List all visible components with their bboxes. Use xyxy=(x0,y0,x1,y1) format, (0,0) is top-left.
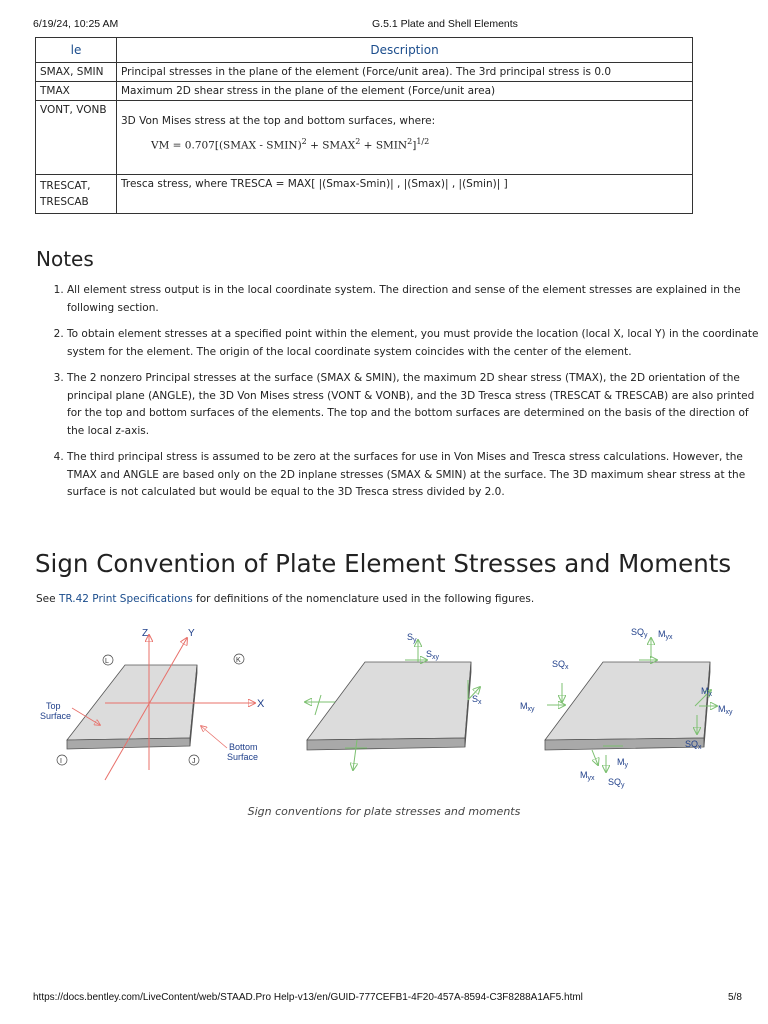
page-title: G.5.1 Plate and Shell Elements xyxy=(372,18,518,30)
plate-top-face xyxy=(307,662,471,740)
myx-bottom-arrow xyxy=(592,750,598,765)
table-header-description: Description xyxy=(117,38,693,63)
note-item: 3. The 2 nonzero Principal stresses at the surface (SMAX & SMIN), the maximum 2D shear stress (TMAX), the 2D orientation of the principal plane (ANGLE), the 3D Von Mises stress (VONT & VONB), and the 3D Tresca stress (TRESCAT & TRESCAB) are also printed for the top and bottom surfaces of the elements. The top and the bottom surfaces are determined on the basis of the direction of the local z-axis. xyxy=(67,370,759,440)
section-heading: Sign Convention of Plate Element Stresses and Moments xyxy=(35,549,732,578)
sy-label: $S_y$ xyxy=(407,632,417,644)
plate-front-edge xyxy=(545,738,704,750)
table-cell-description xyxy=(117,101,693,175)
reference-sentence: See TR.42 Print Specifications for definitions of the nomenclature used in the following figures. xyxy=(36,593,535,605)
table-row xyxy=(36,82,693,101)
table-header-row xyxy=(36,38,693,63)
table-row xyxy=(36,63,693,82)
table-row xyxy=(36,101,693,175)
plate-axes-diagram xyxy=(40,628,265,780)
sxy-left-arrow xyxy=(315,695,321,715)
top-surface-label-1: Top xyxy=(46,701,61,711)
figure-caption: Sign conventions for plate stresses and moments xyxy=(247,805,521,818)
myx-bottom-label: $M_{yx}$ xyxy=(580,770,595,782)
node-j-label: J xyxy=(192,758,196,765)
bottom-surface-label-1: Bottom xyxy=(229,742,258,752)
sqx-right-label: $SQ_x$ xyxy=(685,739,702,751)
plate-moment-diagram xyxy=(520,627,733,789)
bottom-surface-label-2: Surface xyxy=(227,752,259,762)
mxy-left-label: $M_{xy}$ xyxy=(520,701,535,713)
plate-front-edge xyxy=(307,738,465,750)
sx-label: $S_x$ xyxy=(472,694,482,706)
table-cell-description: Maximum 2D shear stress in the plane of the element (Force/unit area) xyxy=(117,82,693,101)
sxy-label: $S_{xy}$ xyxy=(426,649,440,661)
my-label: $M_y$ xyxy=(617,757,628,769)
mx-label: $M_x$ xyxy=(701,686,712,698)
y-axis-label: Y xyxy=(188,628,195,639)
table-cell-label: VONT, VONB xyxy=(36,101,117,175)
print-specifications-link[interactable]: TR.42 Print Specifications xyxy=(58,593,193,605)
sign-convention-diagram xyxy=(35,620,735,795)
node-k-label: K xyxy=(236,657,241,664)
page-number: 5/8 xyxy=(728,992,742,1003)
page-url: https://docs.bentley.com/LiveContent/web/STAAD.Pro Help-v13/en/GUID-777CEFB1-4F20-457A-8594-C3F8288A1AF5.html xyxy=(33,992,583,1003)
node-i-marker xyxy=(57,755,67,765)
sqy-top-label: $SQ_y$ xyxy=(631,627,648,639)
sqy-bottom-label: $SQ_y$ xyxy=(608,777,625,789)
table-cell-description: Principal stresses in the plane of the element (Force/unit area). The 3rd principal stress is 0.0 xyxy=(117,63,693,82)
plate-stress-diagram xyxy=(305,632,482,770)
x-axis-label: X xyxy=(257,698,265,710)
notes-heading: Notes xyxy=(36,247,94,271)
table-cell-label: SMAX, SMIN xyxy=(36,63,117,82)
top-surface-label-2: Surface xyxy=(40,711,72,721)
z-axis-label: Z xyxy=(142,628,149,639)
node-i-label: I xyxy=(60,758,62,765)
stress-output-table xyxy=(35,37,693,214)
table-cell-description: Tresca stress, where TRESCA = MAX[ |(Smax-Smin)| , |(Smax)| , |(Smin)| ] xyxy=(117,175,693,214)
note-item: 1. All element stress output is in the local coordinate system. The direction and sense of the element stresses are explained in the following section. xyxy=(67,282,759,317)
bottom-surface-pointer xyxy=(201,726,227,748)
von-mises-description: 3D Von Mises stress at the top and bottom surfaces, where: xyxy=(121,115,436,127)
table-cell-label: TMAX xyxy=(36,82,117,101)
sign-convention-figure xyxy=(35,620,735,795)
notes-list xyxy=(36,282,759,511)
myx-top-label: $M_{yx}$ xyxy=(658,629,673,641)
print-datetime: 6/19/24, 10:25 AM xyxy=(33,18,119,30)
plate-top-face xyxy=(545,662,710,740)
table-header-label: le xyxy=(36,38,117,63)
von-mises-formula: VM = 0.707[(SMAX - SMIN)$^2$ + $SMAX^2$ + $SMIN^2]^{1/2}$ xyxy=(151,137,430,152)
mxy-right-label: $M_{xy}$ xyxy=(718,704,733,716)
note-item: 4. The third principal stress is assumed to be zero at the surfaces for use in Von Mises and Tresca stress calculations. However, the TMAX and ANGLE are based only on the 2D inplane stresses (SMAX & SMIN) at the surface. The 3D maximum shear stress at the surface is not calculated but would be equal to the 3D Tresca stress divided by 2.0. xyxy=(67,449,759,502)
note-item: 2. To obtain element stresses at a specified point within the element, you must provide the location (local X, local Y) in the coordinate system for the element. The origin of the local coordinate system coincides with the center of the element. xyxy=(67,326,759,361)
table-cell-label: TRESCAT, TRESCAB xyxy=(36,175,117,214)
table-row xyxy=(36,175,693,214)
sqx-left-label: $SQ_x$ xyxy=(552,659,569,671)
node-l-label: L xyxy=(105,658,109,665)
